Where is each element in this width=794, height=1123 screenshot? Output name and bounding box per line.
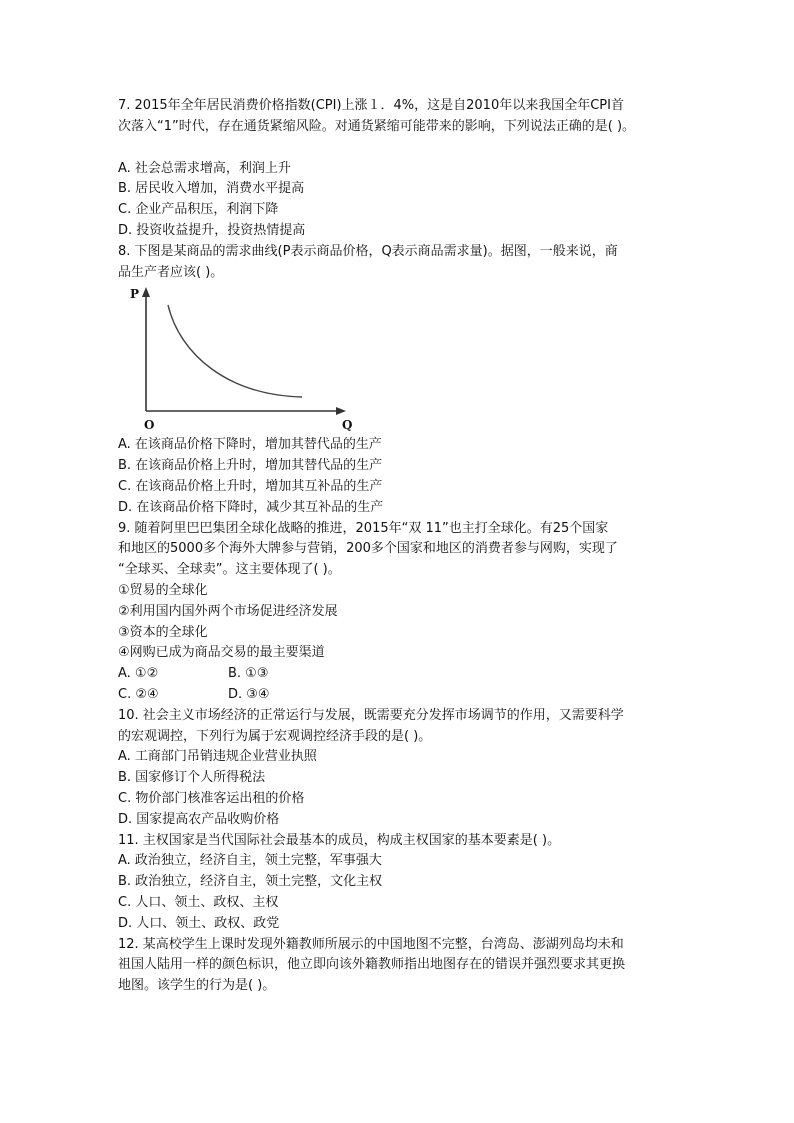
- q10-option-d: D. 国家提高农产品收购价格: [118, 811, 280, 827]
- q7-stem-line2: 次落入“1”时代，存在通货紧缩风险。对通货紧缩可能带来的影响，下列说法正确的是( )。: [118, 118, 636, 134]
- q11-stem-line1: 11. 主权国家是当代国际社会最基本的成员，构成主权国家的基本要素是( )。: [118, 832, 561, 848]
- q9-item-1: ①贸易的全球化: [118, 582, 208, 598]
- origin-label: O: [144, 418, 155, 433]
- demand-curve-svg: [118, 285, 348, 435]
- q9-option-a: A. ①②: [118, 666, 159, 682]
- q7-option-b: B. 居民收入增加，消费水平提高: [118, 181, 305, 197]
- q8-stem-line1: 8. 下图是某商品的需求曲线(P表示商品价格，Q表示商品需求量)。据图，一般来说，商: [118, 243, 618, 259]
- demand-curve-figure: [118, 285, 353, 435]
- q9-options-row2: [118, 685, 688, 706]
- p-axis-label: P: [130, 287, 140, 302]
- q12-stem-line1: 12. 某高校学生上课时发现外籍教师所展示的中国地图不完整，台湾岛、澎湖列岛均未和: [118, 936, 624, 952]
- q11-option-b: B. 政治独立，经济自主，领土完整，文化主权: [118, 874, 383, 890]
- q8-option-d: D. 在该商品价格下降时，减少其互补品的生产: [118, 499, 384, 515]
- q10-stem-line2: 的宏观调控，下列行为属于宏观调控经济手段的是( )。: [118, 728, 432, 744]
- q7-stem-line1: 7. 2015年全年居民消费价格指数(CPI)上涨１．4%，这是自2010年以来我国全年CPI首: [118, 98, 624, 113]
- q12-stem-line3: 地图。该学生的行为是( )。: [118, 978, 276, 994]
- q7-option-c: C. 企业产品积压，利润下降: [118, 202, 279, 218]
- q10-option-b: B. 国家修订个人所得税法: [118, 770, 266, 786]
- q9-stem-line3: “全球买、全球卖”。这主要体现了( )。: [118, 562, 341, 578]
- q11-option-a: A. 政治独立，经济自主，领土完整，军事强大: [118, 853, 382, 869]
- q8-option-c: C. 在该商品价格上升时，增加其互补品的生产: [118, 478, 383, 494]
- q9-option-c: C. ②④: [118, 686, 159, 702]
- q9-stem-line1: 9. 随着阿里巴巴集团全球化战略的推进，2015年“双 11”也主打全球化。有25个国家: [118, 520, 609, 536]
- q9-option-b: B. ①③: [228, 666, 269, 682]
- q7-option-d: D. 投资收益提升，投资热情提高: [118, 222, 306, 238]
- q12-stem-line2: 祖国人陆用一样的颜色标识，他立即向该外籍教师指出地图存在的错误并强烈要求其更换: [118, 957, 626, 973]
- q8-option-a: A. 在该商品价格下降时，增加其替代品的生产: [118, 437, 382, 453]
- q11-option-c: C. 人口、领土、政权、主权: [118, 894, 279, 910]
- q-axis-arrow: [336, 407, 346, 415]
- q10-stem-line1: 10. 社会主义市场经济的正常运行与发展，既需要充分发挥市场调节的作用，又需要科学: [118, 707, 624, 723]
- demand-curve: [168, 305, 302, 397]
- exam-page: [118, 96, 688, 997]
- p-axis-arrow: [142, 287, 150, 297]
- q8-option-b: B. 在该商品价格上升时，增加其替代品的生产: [118, 458, 383, 474]
- q8-stem-line2: 品生产者应该( )。: [118, 264, 224, 280]
- q10-option-a: A. 工商部门吊销违规企业营业执照: [118, 749, 317, 765]
- q10-option-c: C. 物价部门核准客运出租的价格: [118, 790, 305, 806]
- q9-item-3: ③资本的全球化: [118, 624, 208, 640]
- q9-item-4: ④网购已成为商品交易的最主要渠道: [118, 645, 325, 661]
- q9-stem-line2: 和地区的5000多个海外大牌参与营销，200多个国家和地区的消费者参与网购，实现了: [118, 541, 618, 557]
- q11-option-d: D. 人口、领土、政权、政党: [118, 915, 280, 931]
- q9-item-2: ②利用国内国外两个市场促进经济发展: [118, 603, 338, 619]
- q9-options-row1: [118, 664, 688, 685]
- q-axis-label: Q: [342, 418, 353, 433]
- q9-option-d: D. ③④: [228, 686, 270, 702]
- q7-option-a: A. 社会总需求增高，利润上升: [118, 160, 291, 176]
